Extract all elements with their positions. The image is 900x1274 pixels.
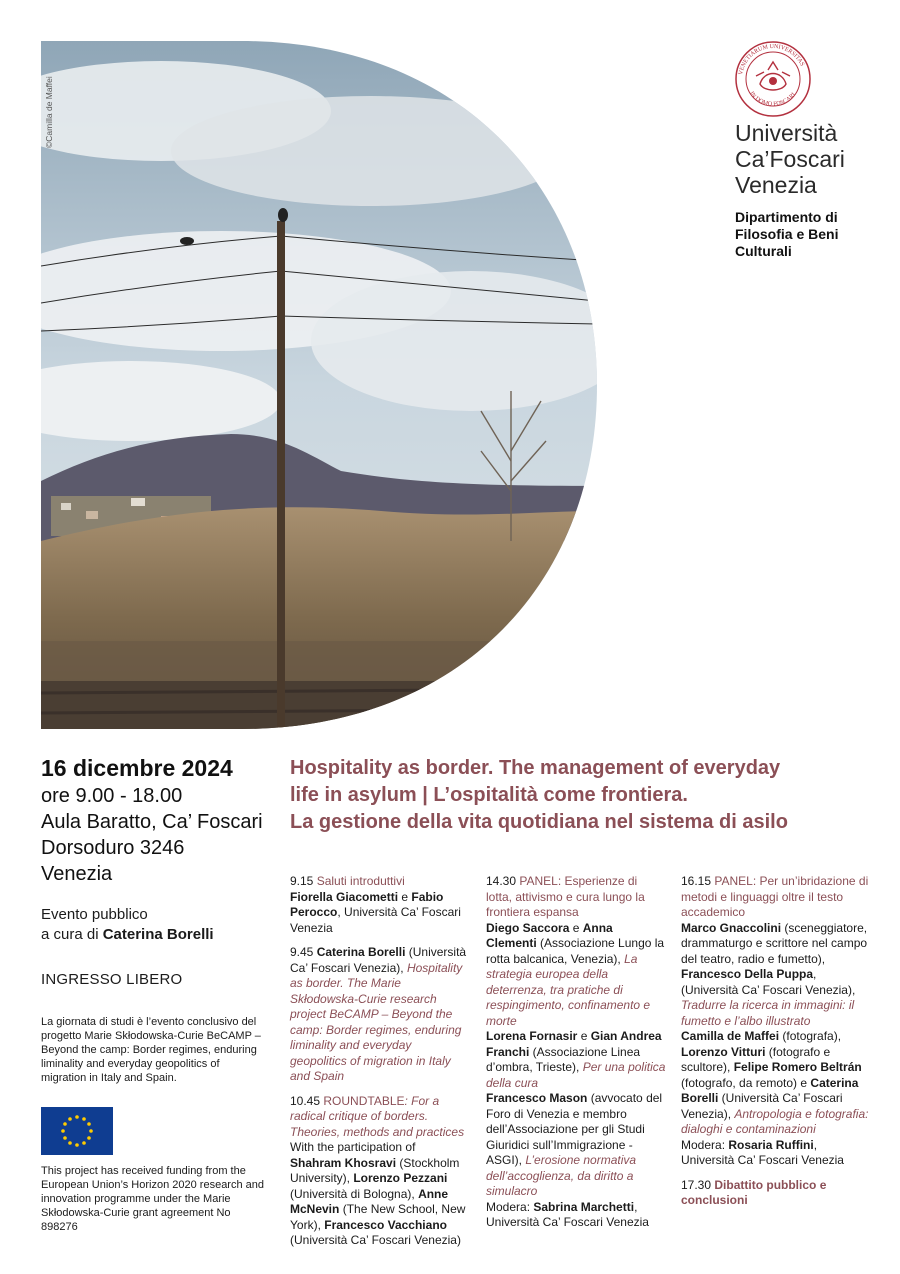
funding-statement: This project has received funding from the European Union’s Horizon 2020 research and innovation programme under the Marie Skłodowska-Curie grant agreement No 898276: [41, 1165, 264, 1233]
moderator-label: Modera:: [681, 1137, 729, 1152]
department-line2: Filosofia e Beni: [735, 226, 839, 242]
affiliation: (Università Ca’ Foscari Venezia): [290, 1233, 461, 1247]
photo-credit-text: ©Camilla de Maffei: [44, 76, 54, 148]
speaker-name: Gian Andrea Franchi: [486, 1029, 662, 1059]
speaker-name: Anne McNevin: [290, 1186, 449, 1216]
event-city: Venezia: [41, 863, 113, 885]
department-line3: Culturali: [735, 243, 792, 259]
speaker-name: Caterina Borelli: [316, 945, 406, 959]
talk-title: Hospitality as border. The Marie Skłodowska-Curie research project BeCAMP – Beyond the camp: Border regimes, enduring liminality and everyday geopolitics of migration in Italy and Spain: [290, 960, 463, 1083]
public-event-label: Evento pubblico: [41, 906, 148, 923]
university-name-line3: Venezia: [735, 172, 817, 198]
moderator-name: Rosaria Ruffini: [728, 1137, 814, 1152]
program-block-keynote: [290, 945, 470, 1085]
speaker-name: Felipe Romero Beltrán: [733, 1060, 862, 1074]
affiliation: , Università Ca’ Foscari Venezia: [486, 1199, 649, 1229]
affiliation: (Università di Bologna),: [290, 1186, 419, 1201]
speaker-name: Lorenzo Vitturi: [681, 1044, 766, 1059]
program-block-welcome: [290, 874, 470, 936]
svg-text:VENETIARUM UNIVERSITAS: VENETIARUM UNIVERSITAS: [738, 43, 805, 76]
conjunction: e: [398, 889, 412, 904]
event-description: La giornata di studi è l’evento conclusivo del progetto Marie Skłodowska-Curie BeCAMP – Beyond the camp: Border regimes, enduring liminality and everyday geopolitics of migration in Italy and Spain.: [41, 1016, 261, 1084]
affiliation: (avvocato del Foro di Venezia e membro dell’Associazione per gli Studi Giuridici sull’Immigrazione - ASGI),: [486, 1091, 663, 1167]
session-time: 9.45: [290, 945, 317, 959]
moderator-name: Sabrina Marchetti: [533, 1199, 635, 1214]
university-name-line2: Ca’Foscari: [735, 146, 845, 172]
session-time: 10.45: [290, 1093, 324, 1108]
university-name: [735, 120, 845, 198]
speaker-name: Anna Clementi: [486, 920, 613, 950]
department-line1: Dipartimento di: [735, 209, 838, 225]
speaker-name: Shahram Khosravi: [290, 1155, 397, 1170]
session-title: PANEL: Esperienze di lotta, attivismo e cura lungo la frontiera espansa: [486, 874, 645, 919]
event-photo: [41, 41, 597, 729]
participants-intro: With the participation of: [290, 1140, 416, 1154]
moderator-label: Modera:: [486, 1199, 534, 1214]
session-time: 17.30: [681, 1177, 715, 1192]
speaker-name: Francesco Della Puppa: [681, 967, 814, 981]
affiliation: , Università Ca’ Foscari Venezia: [681, 1137, 844, 1167]
session-time: 16.15: [681, 874, 715, 888]
talk-title: Tradurre la ricerca in immagini: il fumetto e l’albo illustrato: [681, 998, 855, 1028]
speaker-name: Diego Saccora: [486, 920, 570, 935]
event-headline: [290, 755, 880, 836]
session-title: PANEL: Per un’ibridazione di metodi e linguaggi oltre il testo accademico: [681, 874, 869, 919]
program-block-roundtable: [290, 1094, 470, 1249]
session-title: Saluti introduttivi: [316, 874, 405, 888]
event-info: [41, 755, 263, 887]
conjunction: e: [569, 920, 583, 935]
university-seal-logo: [734, 40, 812, 118]
affiliation: (Università Ca’ Foscari Venezia),: [681, 1091, 843, 1121]
affiliation: (sceneggiatore, drammaturgo e scrittore nel campo del teatro, radio e fumetto),: [681, 920, 868, 966]
speaker-name: Camilla de Maffei: [681, 1029, 780, 1043]
speaker-name: Fabio Perocco: [290, 889, 444, 919]
session-title: Dibattito pubblico e conclusioni: [681, 1177, 827, 1207]
affiliation: (fotografa),: [779, 1029, 842, 1043]
session-title: : For a radical critique of borders. Theories, methods and practices: [290, 1093, 465, 1139]
headline-line2: life in asylum | L’ospitalità come frontiera.: [290, 784, 688, 806]
photo-credit: [38, 48, 58, 198]
talk-title: Antropologia e fotografia: dialoghi e contaminazioni: [681, 1106, 869, 1136]
speaker-name: Caterina Borelli: [681, 1075, 859, 1105]
affiliation: , (Università Ca’ Foscari Venezia),: [681, 967, 856, 997]
curator-name: Caterina Borelli: [102, 926, 214, 943]
affiliation: (fotografo, da remoto) e: [681, 1075, 811, 1090]
program-column-panel2: [681, 874, 871, 1218]
event-curation: [41, 905, 214, 945]
affiliation: (fotografo e scultore),: [681, 1044, 831, 1074]
department-name: [735, 209, 838, 260]
affiliation: , Università Ca’ Foscari Venezia: [290, 905, 461, 935]
university-name-line1: Università: [735, 120, 838, 146]
session-label: ROUNDTABLE: [323, 1093, 405, 1108]
event-date: 16 dicembre 2024: [41, 755, 233, 781]
affiliation: (Stockholm University),: [290, 1155, 460, 1185]
conjunction: e: [577, 1029, 591, 1043]
svg-text:IN DOMO FOSCARI: IN DOMO FOSCARI: [748, 90, 797, 108]
eu-flag-icon: [41, 1107, 113, 1155]
affiliation: (The New School, New York),: [290, 1202, 466, 1232]
talk-title: L’erosione normativa dell’accoglienza, da diritto a simulacro: [486, 1153, 637, 1198]
speaker-name: Lorena Fornasir: [486, 1029, 578, 1043]
event-venue: Aula Baratto, Ca’ Foscari: [41, 811, 263, 833]
headline-line3: La gestione della vita quotidiana nel sistema di asilo: [290, 811, 788, 833]
affiliation: (Associazione Lungo la rotta balcanica, Venezia),: [486, 936, 665, 966]
session-time: 9.15: [290, 874, 317, 888]
program-column-panel1: [486, 874, 666, 1240]
talk-title: Per una politica della cura: [486, 1060, 666, 1090]
program-block-closing: [681, 1178, 871, 1209]
speaker-name: Lorenzo Pezzani: [353, 1171, 448, 1185]
event-time: ore 9.00 - 18.00: [41, 785, 183, 807]
program-block-panel2: [681, 874, 871, 1169]
program-block-panel1: [486, 874, 666, 1231]
affiliation: (Università Ca’ Foscari Venezia),: [290, 945, 467, 975]
talk-title: La strategia europea della deterrenza, tra pratiche di respingimento, confinamento e morte: [486, 951, 651, 1028]
session-time: 14.30: [486, 874, 520, 888]
curated-prefix: a cura di: [41, 926, 103, 943]
speaker-name: Francesco Mason: [486, 1091, 588, 1105]
headline-line1: Hospitality as border. The management of everyday: [290, 757, 781, 779]
speaker-name: Fiorella Giacometti: [290, 889, 399, 904]
event-address: Dorsoduro 3246: [41, 837, 185, 859]
speaker-name: Francesco Vacchiano: [324, 1217, 447, 1232]
affiliation: (Associazione Linea d’ombra, Trieste),: [486, 1044, 641, 1074]
program-column-morning: [290, 874, 470, 1258]
speaker-name: Marco Gnaccolini: [681, 920, 782, 935]
free-entry-label: INGRESSO LIBERO: [41, 971, 183, 988]
